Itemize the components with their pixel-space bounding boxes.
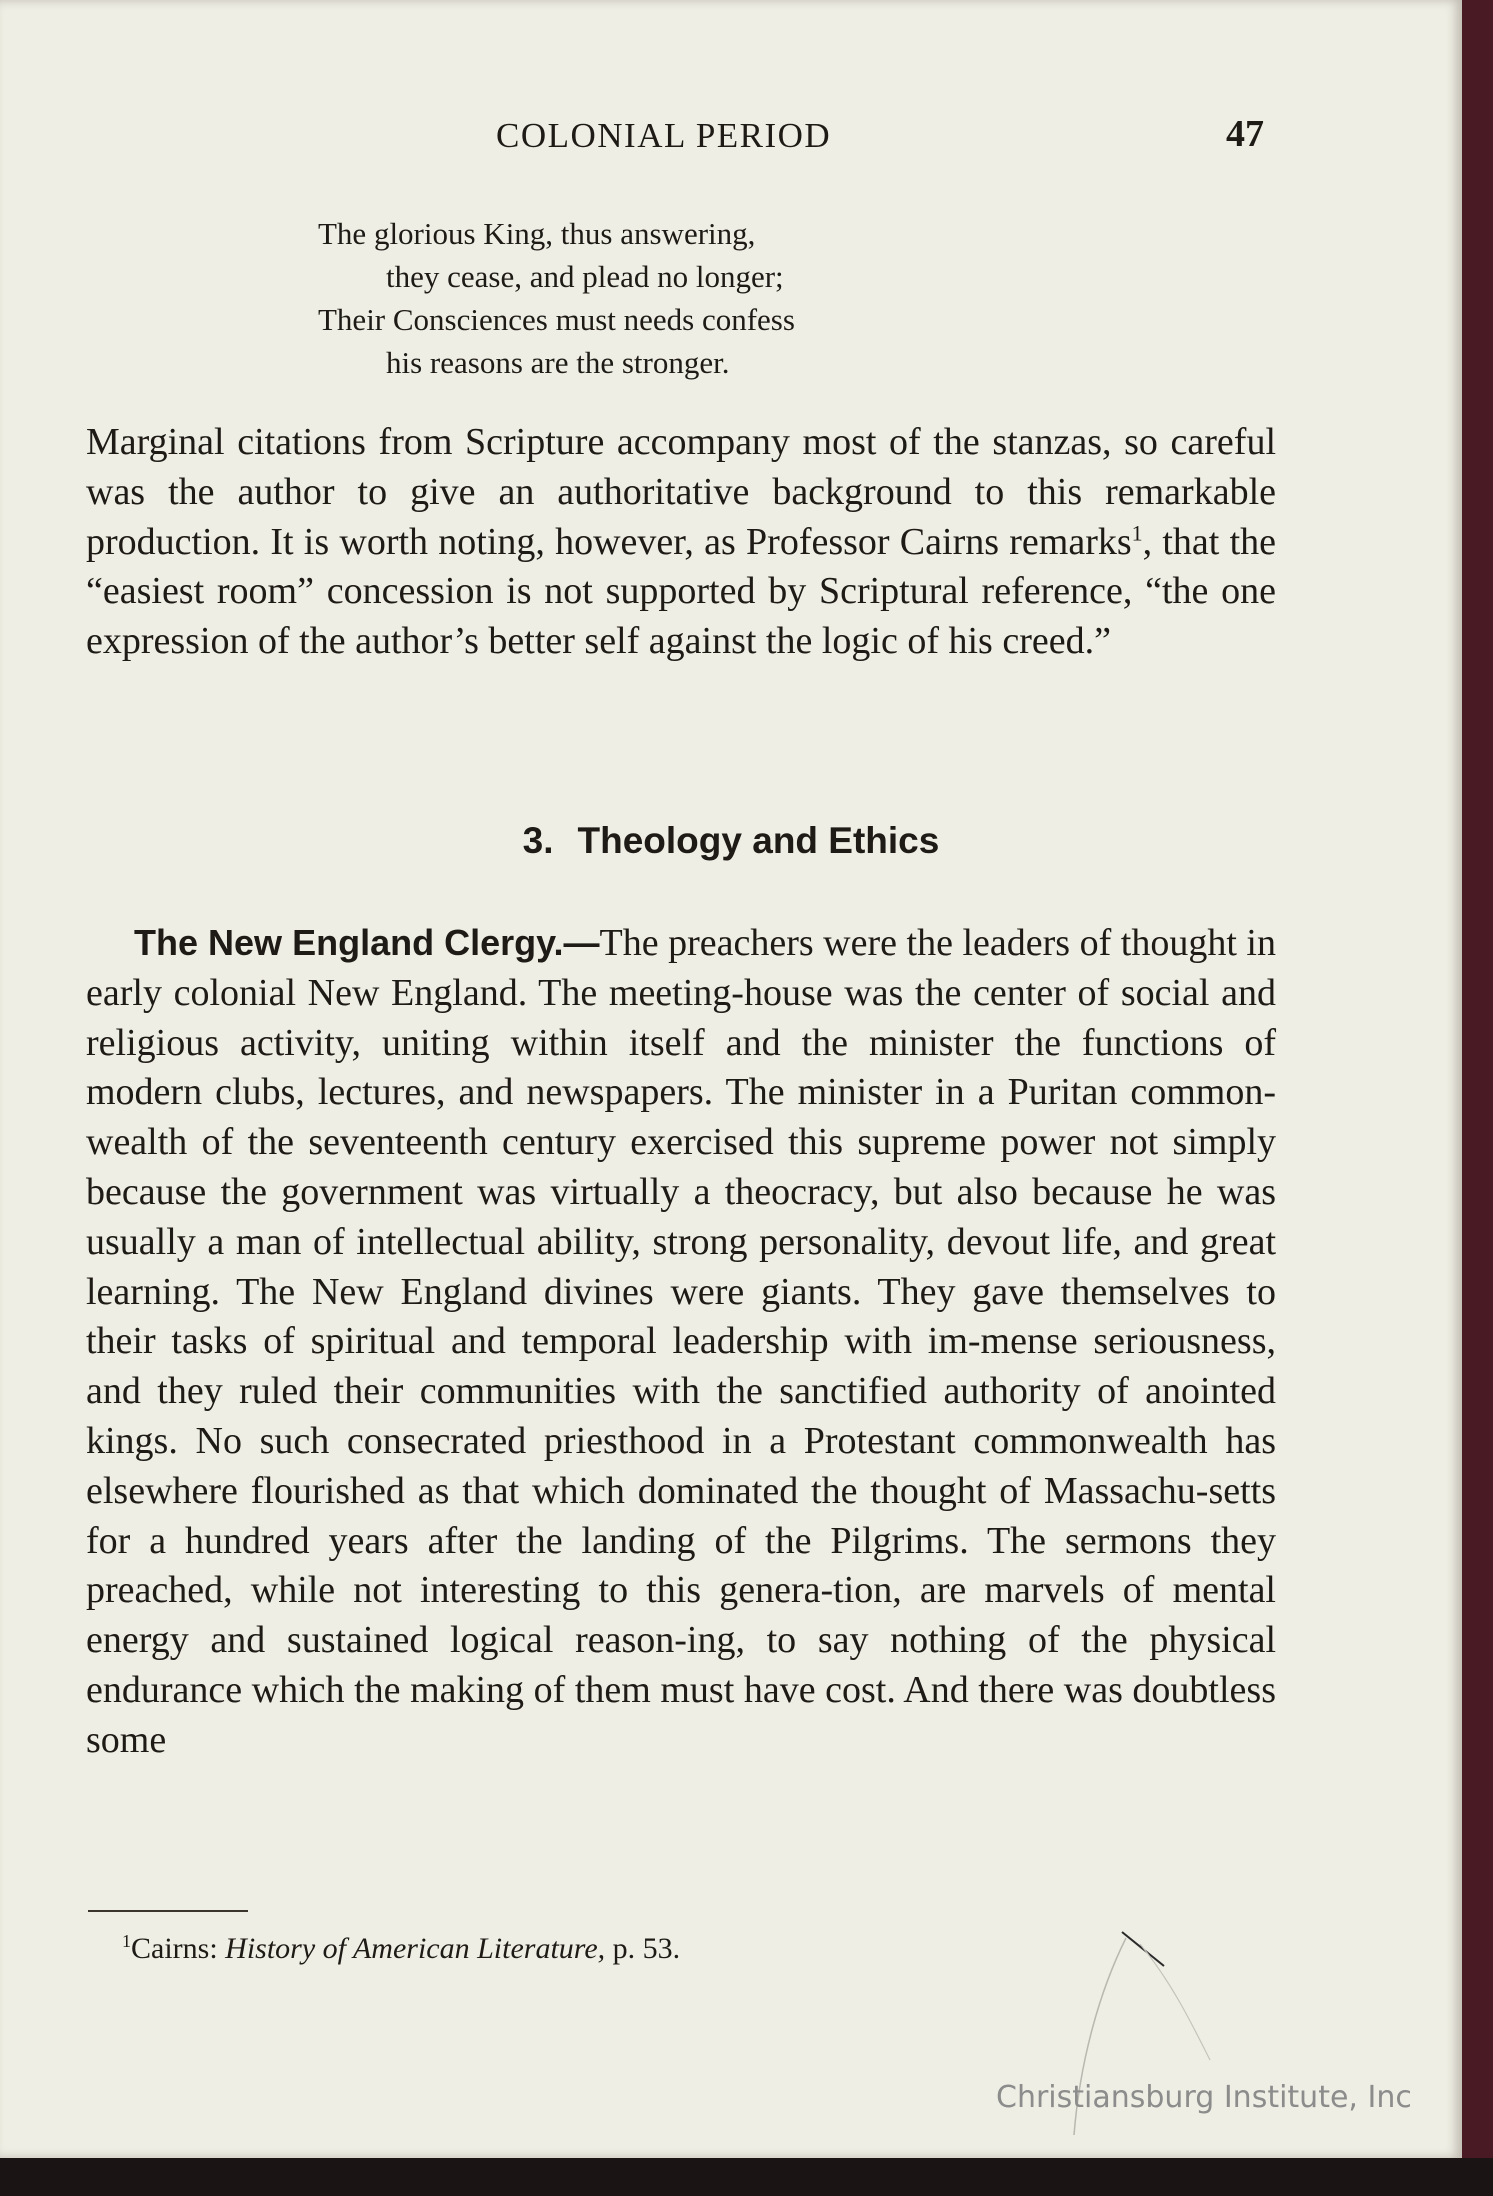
- footnote-rule: [88, 1910, 248, 1912]
- footnote-reference: 1: [1131, 519, 1143, 545]
- section-heading: [0, 820, 1462, 862]
- section-number: 3.: [522, 820, 554, 861]
- section-title: Theology and Ethics: [577, 820, 940, 861]
- running-head: COLONIAL PERIOD: [496, 116, 832, 155]
- verse-line: his reasons are the stronger.: [386, 345, 730, 380]
- footnote-author: Cairns:: [131, 1932, 226, 1965]
- paragraph-subhead: The New England Clergy.—: [134, 922, 600, 963]
- paragraph-new-england-clergy: [86, 918, 1276, 1766]
- verse-line: Their Consciences must needs confess: [318, 302, 795, 337]
- paragraph-text: The preachers were the leaders of thought in early colonial New England. The meeting-house was the center of social and religious activity, uniting within itself and the minister the functions of modern clubs, lectures, and newspapers. The minister in a Puritan common-wealth of the seventeenth century exercised this supreme power not simply because the government was virtually a theocracy, but also because he was usually a man of intellectual ability, strong personality, devout life, and great learning. The New England divines were giants. They gave themselves to their tasks of spiritual and temporal leadership with im-mense seriousness, and they ruled their communities with the sanctified authority of anointed kings. No such consecrated priesthood in a Protestant commonwealth has elsewhere flourished as that which dominated the thought of Massachu-setts for a hundred years after the landing of the Pilgrims. The sermons they preached, while not interesting to this genera-tion, are marvels of mental energy and sustained logical reason-ing, to say nothing of the physical endurance which the making of them must have cost. And there was doubtless some: [86, 922, 1276, 1761]
- footnote-marker: 1: [122, 1931, 131, 1951]
- page-number: 47: [1226, 113, 1264, 155]
- paragraph-text: Marginal citations from Scripture accompany most of the stanzas, so careful was the author to give an authoritative background to this remarkable production. It is worth noting, however, as Professor Cairns remarks: [86, 421, 1276, 563]
- verse-line: they cease, and plead no longer;: [386, 259, 784, 294]
- paragraph-marginal-citations: [86, 418, 1276, 667]
- book-spine-edge: [1462, 0, 1493, 2196]
- footnote: [122, 1932, 680, 1966]
- footnote-page: p. 53.: [605, 1932, 681, 1965]
- footnote-book-title: History of American Literature,: [225, 1932, 606, 1965]
- verse-line: The glorious King, thus answering,: [318, 216, 756, 251]
- verse-block: [318, 212, 795, 384]
- pencil-mark: [1060, 1920, 1220, 2150]
- paragraph-text: , that the “easiest room” concession is not supported by Scriptural reference, “the one expression of the author’s better self against the logic of his creed.”: [86, 520, 1277, 663]
- watermark: Christiansburg Institute, Inc: [996, 2080, 1412, 2115]
- scan-bottom-edge: [0, 2158, 1493, 2196]
